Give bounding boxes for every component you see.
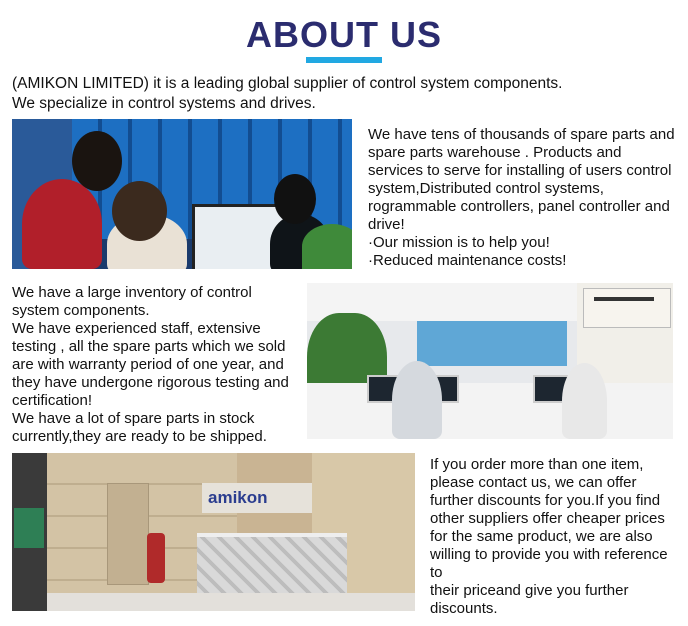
block1-text xyxy=(368,126,680,270)
block2-paragraph: We have a large inventory of control system components. xyxy=(12,284,252,319)
intro-line: We specialize in control systems and drives. xyxy=(12,95,316,112)
title-underline xyxy=(306,57,382,63)
office-team-photo xyxy=(12,119,352,269)
block3-paragraph: their priceand give you further discounts. xyxy=(430,582,629,617)
block1-paragraph: We have tens of thousands of spare parts and spare parts warehouse . Products and services to serve for installing of users control system,Distributed control systems, rogrammable controllers, panel controller and drive! xyxy=(368,126,675,233)
reception-photo xyxy=(12,453,415,611)
block1-bullet: ·Reduced maintenance costs! xyxy=(368,252,567,269)
block3-paragraph: If you order more than one item, please contact us, we can offer further discounts for you.If you find other suppliers offer cheaper prices for the same product, we are also willing to provide you with reference to xyxy=(430,456,668,581)
block2-paragraph: We have experienced staff, extensive testing , all the spare parts which we sold are with warranty period of one year, and they have undergone rigorous testing and certification! xyxy=(12,320,289,409)
page-title: ABOUT US xyxy=(246,14,442,55)
intro-line: (AMIKON LIMITED) it is a leading global supplier of control system components. xyxy=(12,75,563,92)
block2-paragraph: We have a lot of spare parts in stock currently,they are ready to be shipped. xyxy=(12,410,267,445)
block1-bullet: ·Our mission is to help you! xyxy=(368,234,550,251)
intro-text xyxy=(12,74,672,114)
open-office-photo xyxy=(307,283,673,439)
reception-sign: amikon xyxy=(208,488,268,507)
block2-text xyxy=(12,284,302,446)
block3-text xyxy=(430,456,680,618)
